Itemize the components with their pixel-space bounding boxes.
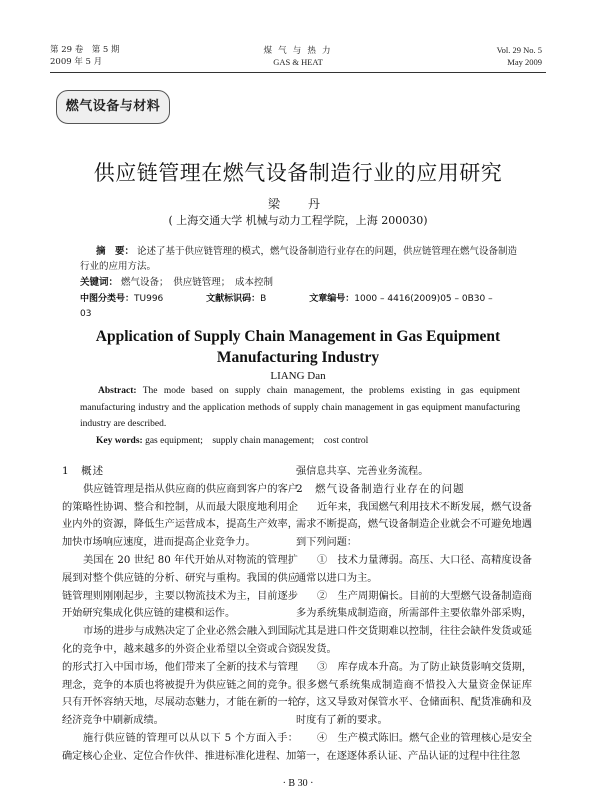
paragraph: 强信息共享、完善业务流程。 xyxy=(296,466,429,477)
paper-title-en xyxy=(0,326,596,368)
journal-name-en: GAS & HEAT xyxy=(273,57,323,67)
abstract-label-en: Abstract: xyxy=(98,386,137,396)
volume-issue: 第 29 卷 第 5 期 xyxy=(50,45,120,55)
paragraph: 近年来，我国燃气利用技术不断发展，燃气设备需求不断提高，燃气设备制造企业就会不可避免地遇到下列问题： xyxy=(296,501,532,549)
body-column-left xyxy=(62,463,298,766)
document-code xyxy=(206,294,286,304)
section-heading-2: 2 燃气设备制造行业存在的问题 xyxy=(296,482,465,495)
article-value: 1000 – 4416(2009)05 – 0B30 – 03 xyxy=(80,294,493,319)
abstract-en xyxy=(80,383,520,433)
article-label: 文章编号： xyxy=(309,294,355,304)
paragraph: 施行供应链的管理可以从以下 5 个方面入手：确定核心企业、定位合作伙伴、推进标准化进程、加 xyxy=(62,732,298,762)
journal-name-cn: 煤 气 与 热 力 xyxy=(263,45,333,55)
clc-value: TU996 xyxy=(134,294,164,304)
affiliation-cn: ( 上海交通大学 机械与动力工程学院，上海 200030) xyxy=(168,214,428,227)
author-en: LIANG Dan xyxy=(270,370,326,382)
paper-title-en-line1: Application of Supply Chain Management in Gas Equipment xyxy=(95,328,501,345)
clc-number xyxy=(80,294,183,304)
keywords-text-cn: 燃气设备； 供应链管理； 成本控制 xyxy=(121,277,274,288)
paper-title-en-line2: Manufacturing Industry xyxy=(216,349,380,366)
abstract-text-en: The mode based on supply chain management, the problems existing in gas equipment manufacturing industry and the application methods of supply chain management in gas equipment manufacturing industry are described. xyxy=(80,386,520,429)
clc-label: 中图分类号： xyxy=(80,294,135,304)
volume-issue-en: Vol. 29 No. 5 xyxy=(496,45,542,55)
paragraph: 美国在 20 世纪 80 年代开始从对物流的管理扩展到对整个供应链的分析、研究与重构。我国的供应链管理则刚刚起步，主要以物流技术为主，目前逐步开始研究集成化供应链的建模和运作。 xyxy=(62,554,298,620)
abstract-cn xyxy=(80,244,520,274)
paragraph: 供应链管理是指从供应商的供应商到客户的客户的策略性协调、整合和控制，从而最大限度地利用企业内外的资源，降低生产运营成本，提高生产效率，加快市场响应速度，进而提高企业竞争力。 xyxy=(62,483,298,549)
abstract-label-cn: 摘 要： xyxy=(96,246,135,257)
keywords-en xyxy=(96,432,368,446)
issue-date: 2009 年 5 月 xyxy=(50,57,103,67)
section-label: 燃气设备与材料 xyxy=(56,90,170,124)
header-rule xyxy=(50,72,546,73)
keywords-cn xyxy=(80,275,520,290)
paragraph: 市场的进步与成熟决定了企业必然会融入到国际化的竞争中，越来越多的外资企业希望以全资或合资的形式打入中国市场，他们带来了全新的技术与管理理念，竞争的本质也将被提升为供应链之间的竞争。只有开怀容纳天地，尽展动态魅力，才能在新的一轮经济竞争中刷新成绩。 xyxy=(62,626,298,727)
journal-volume-info-en xyxy=(497,44,542,68)
keywords-text-en: gas equipment; supply chain management; cost control xyxy=(145,436,369,446)
paragraph: ① 技术力量薄弱。高压、大口径、高精度设备通常以进口为主。 xyxy=(296,554,532,584)
keywords-label-en: Key words: xyxy=(96,436,143,446)
paragraph: ③ 库存成本升高。为了防止缺货影响交货期，很多燃气系统集成制造商不惜投入大量资金保证库存，这又导致对保管水平、仓储面积、配货准确和及时度有了新的要求。 xyxy=(296,661,532,727)
paragraph: ④ 生产模式陈旧。燃气企业的管理核心是安全第一，在逐逐体系认证、产品认证的过程中往往忽 xyxy=(296,732,532,762)
author-cn: 梁 丹 xyxy=(267,197,328,211)
paper-title-cn: 供应链管理在燃气设备制造行业的应用研究 xyxy=(93,161,503,185)
doc-value: B xyxy=(260,294,267,304)
abstract-text-cn: 论述了基于供应链管理的模式，燃气设备制造行业存在的问题，供应链管理在燃气设备制造行业的应用方法。 xyxy=(80,246,518,272)
classification-line xyxy=(80,292,520,322)
issue-date-en: May 2009 xyxy=(507,57,542,67)
body-column-right xyxy=(296,463,532,766)
doc-label: 文献标识码： xyxy=(206,294,261,304)
paragraph: ② 生产周期偏长。目前的大型燃气设备制造商多为系统集成制造商，所需部件主要依靠外部采购，尤其是进口件交货期难以控制，往往会缺件发货或延误发货。 xyxy=(296,590,532,655)
section-heading-1: 1 概述 xyxy=(62,465,105,477)
keywords-label-cn: 关键词： xyxy=(80,277,119,288)
page-number: · B 30 · xyxy=(282,778,314,789)
